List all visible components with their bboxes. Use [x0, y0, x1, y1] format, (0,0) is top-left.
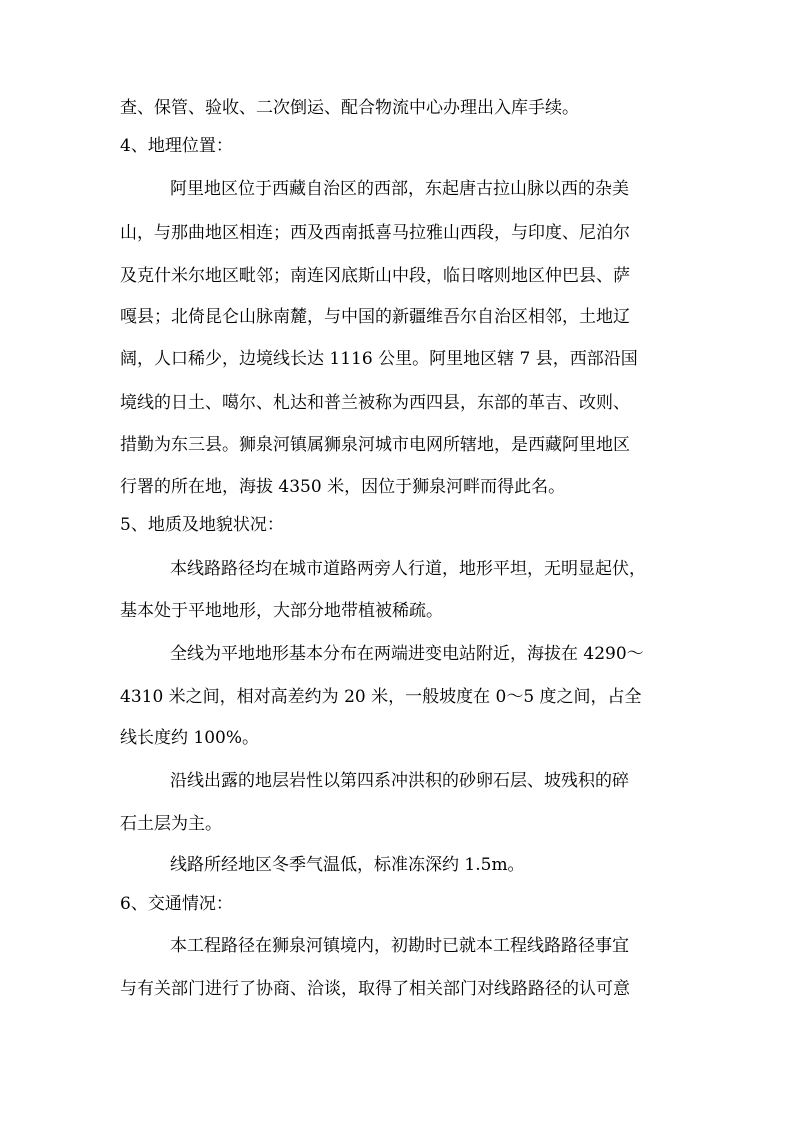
text-line: 线路所经地区冬季气温低，标准冻深约 1.5m。 — [170, 855, 525, 875]
text-line: 全线为平地地形基本分布在两端进变电站附近，海拔在 4290～ — [170, 644, 644, 664]
text-line: 阿里地区位于西藏自治区的西部，东起唐古拉山脉以西的杂美 — [170, 179, 629, 199]
text-line: 及克什米尔地区毗邻；南连冈底斯山中段，临日喀则地区仲巴县、萨 — [120, 266, 630, 286]
text-line: 石土层为主。 — [120, 814, 222, 834]
text-line: 阔，人口稀少，边境线长达 1116 公里。阿里地区辖 7 县，西部沿国 — [120, 349, 638, 369]
text-line: 沿线出露的地层岩性以第四系冲洪积的砂卵石层、坡残积的碎 — [170, 771, 629, 791]
text-line: 措勤为东三县。狮泉河镇属狮泉河城市电网所辖地，是西藏阿里地区 — [120, 435, 630, 455]
text-line: 行署的所在地，海拔 4350 米，因位于狮泉河畔而得此名。 — [120, 477, 566, 497]
text-line: 线长度约 100%。 — [120, 728, 260, 748]
text-line: 查、保管、验收、二次倒运、配合物流中心办理出入库手续。 — [120, 98, 579, 118]
text-line: 境线的日土、噶尔、札达和普兰被称为西四县，东部的革吉、改则、 — [120, 393, 630, 413]
text-line: 山，与那曲地区相连；西及西南抵喜马拉雅山西段，与印度、尼泊尔 — [120, 223, 630, 243]
text-line: 本线路路径均在城市道路两旁人行道，地形平坦，无明显起伏， — [170, 559, 646, 579]
section-heading-traffic: 6、交通情况： — [120, 894, 233, 914]
text-line: 与有关部门进行了协商、洽谈，取得了相关部门对线路路径的认可意 — [120, 979, 630, 999]
section-heading-geographic-location: 4、地理位置： — [120, 136, 233, 156]
text-line: 4310 米之间，相对高差约为 20 米，一般坡度在 0～5 度之间，占全 — [120, 687, 642, 707]
text-line: 本工程路径在狮泉河镇境内，初勘时已就本工程线路路径事宜 — [170, 936, 629, 956]
text-line: 嘎县；北倚昆仑山脉南麓，与中国的新疆维吾尔自治区相邻，土地辽 — [120, 307, 630, 327]
section-heading-geology: 5、地质及地貌状况： — [120, 515, 284, 535]
text-line: 基本处于平地地形，大部分地带植被稀疏。 — [120, 601, 443, 621]
